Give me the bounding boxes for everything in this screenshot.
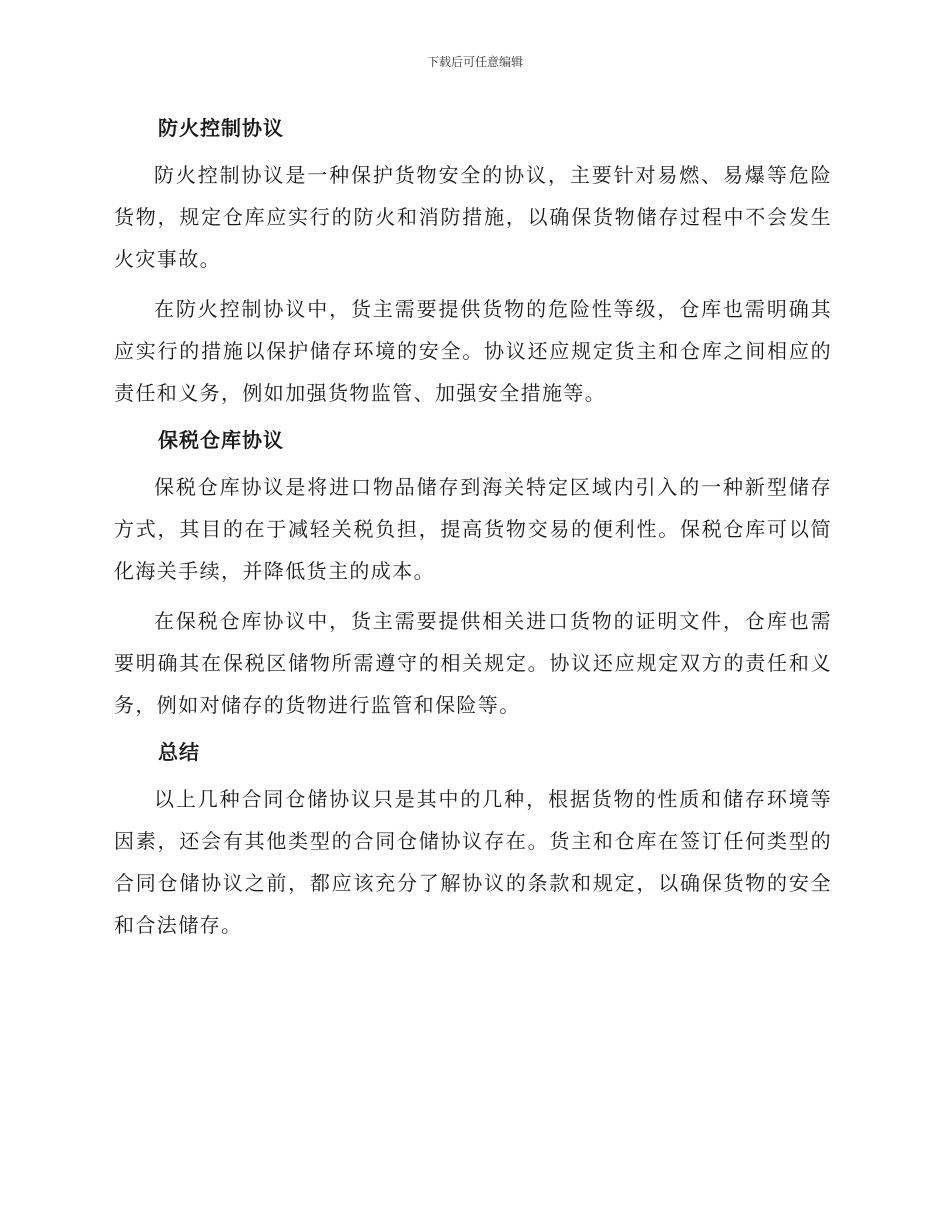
header-note: 下载后可任意编辑 xyxy=(426,55,523,69)
section-title-summary: 总结 xyxy=(158,740,200,764)
paragraph: 在保税仓库协议中，货主需要提供相关进口货物的证明文件，仓库也需要明确其在保税区储物所需遵守的相关规定。协议还应规定双方的责任和义务，例如对储存的货物进行监管和保险等。 xyxy=(114,609,832,717)
paragraph: 防火控制协议是一种保护货物安全的协议，主要针对易燃、易爆等危险货物，规定仓库应实行的防火和消防措施，以确保货物储存过程中不会发生火灾事故。 xyxy=(114,163,832,271)
section-title-fire-control: 防火控制协议 xyxy=(158,116,284,140)
document-body xyxy=(114,108,832,946)
paragraph: 保税仓库协议是将进口物品储存到海关特定区域内引入的一种新型储存方式，其目的在于减轻关税负担，提高货物交易的便利性。保税仓库可以简化海关手续，并降低货主的成本。 xyxy=(114,475,832,583)
paragraph: 在防火控制协议中，货主需要提供货物的危险性等级，仓库也需明确其应实行的措施以保护储存环境的安全。协议还应规定货主和仓库之间相应的责任和义务，例如加强货物监管、加强安全措施等。 xyxy=(114,297,832,405)
paragraph: 以上几种合同仓储协议只是其中的几种，根据货物的性质和储存环境等因素，还会有其他类型的合同仓储协议存在。货主和仓库在签订任何类型的合同仓储协议之前，都应该充分了解协议的条款和规定，以确保货物的安全和合法储存。 xyxy=(114,787,832,937)
section-title-bonded-warehouse: 保税仓库协议 xyxy=(158,428,284,452)
